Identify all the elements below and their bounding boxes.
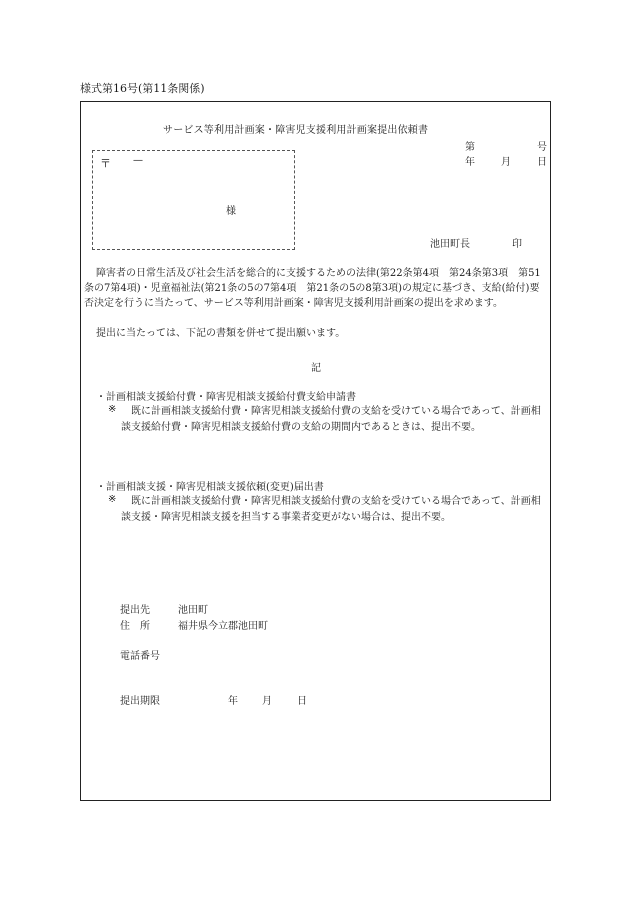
- submission-deadline-label: 提出期限: [120, 696, 160, 707]
- body-paragraph-1: 障害者の日常生活及び社会生活を総合的に支援するための法律(第22条第4項 第24条第3項 第51条の7第4項)・児童福祉法(第21条の5の7第4項 第21条の5の8第3項)の規定に基づき、支給(給付)要否決定を行うに当たって、サービス等利用計画案・障害児支援利用計画案の提出を求めます。: [84, 268, 541, 309]
- item-title: ・計画相談支援・障害児相談支援依頼(変更)届出書: [96, 482, 324, 493]
- deadline-month: 月: [262, 696, 272, 707]
- item-note: 既に計画相談支援給付費・障害児相談支援給付費の支給を受けている場合であって、計画相談支援給付費・障害児相談支援給付費の支給の期間内であるときは、提出不要。: [121, 406, 541, 433]
- addressee-sama: 様: [226, 206, 236, 217]
- item-note: 既に計画相談支援給付費・障害児相談支援給付費の支給を受けている場合であって、計画相談支援・障害児相談支援を担当する事業者変更がない場合は、提出不要。: [121, 496, 541, 523]
- doc-number-dai: 第: [465, 142, 475, 153]
- note-mark: ※: [108, 404, 117, 415]
- submission-dest-label: 提出先: [120, 605, 150, 616]
- date-month: 月: [501, 157, 511, 168]
- deadline-day: 日: [297, 696, 307, 707]
- postal-mark: 〒: [100, 157, 111, 170]
- document-title: サービス等利用計画案・障害児支援利用計画案提出依頼書: [163, 125, 429, 136]
- body-paragraph-2: 提出に当たっては、下記の書類を併せて提出願います。: [96, 328, 346, 339]
- deadline-year: 年: [228, 696, 238, 707]
- submission-address-label: 住 所: [120, 621, 150, 632]
- ki-heading: 記: [311, 363, 321, 374]
- note-mark: ※: [108, 494, 117, 505]
- addressee-box: [92, 150, 295, 250]
- date-day: 日: [537, 157, 547, 168]
- date-year: 年: [465, 157, 475, 168]
- doc-number-go: 号: [537, 142, 547, 153]
- submission-phone-label: 電話番号: [120, 651, 160, 662]
- postal-dash: —: [133, 155, 143, 166]
- item-title: ・計画相談支援給付費・障害児相談支援給付費支給申請書: [96, 392, 356, 403]
- issuer-name: 池田町長: [430, 239, 470, 250]
- issuer-seal: 印: [512, 239, 522, 250]
- form-number-label: 様式第16号(第11条関係): [80, 82, 205, 95]
- submission-dest-value: 池田町: [178, 605, 208, 616]
- submission-address-value: 福井県今立郡池田町: [178, 621, 268, 632]
